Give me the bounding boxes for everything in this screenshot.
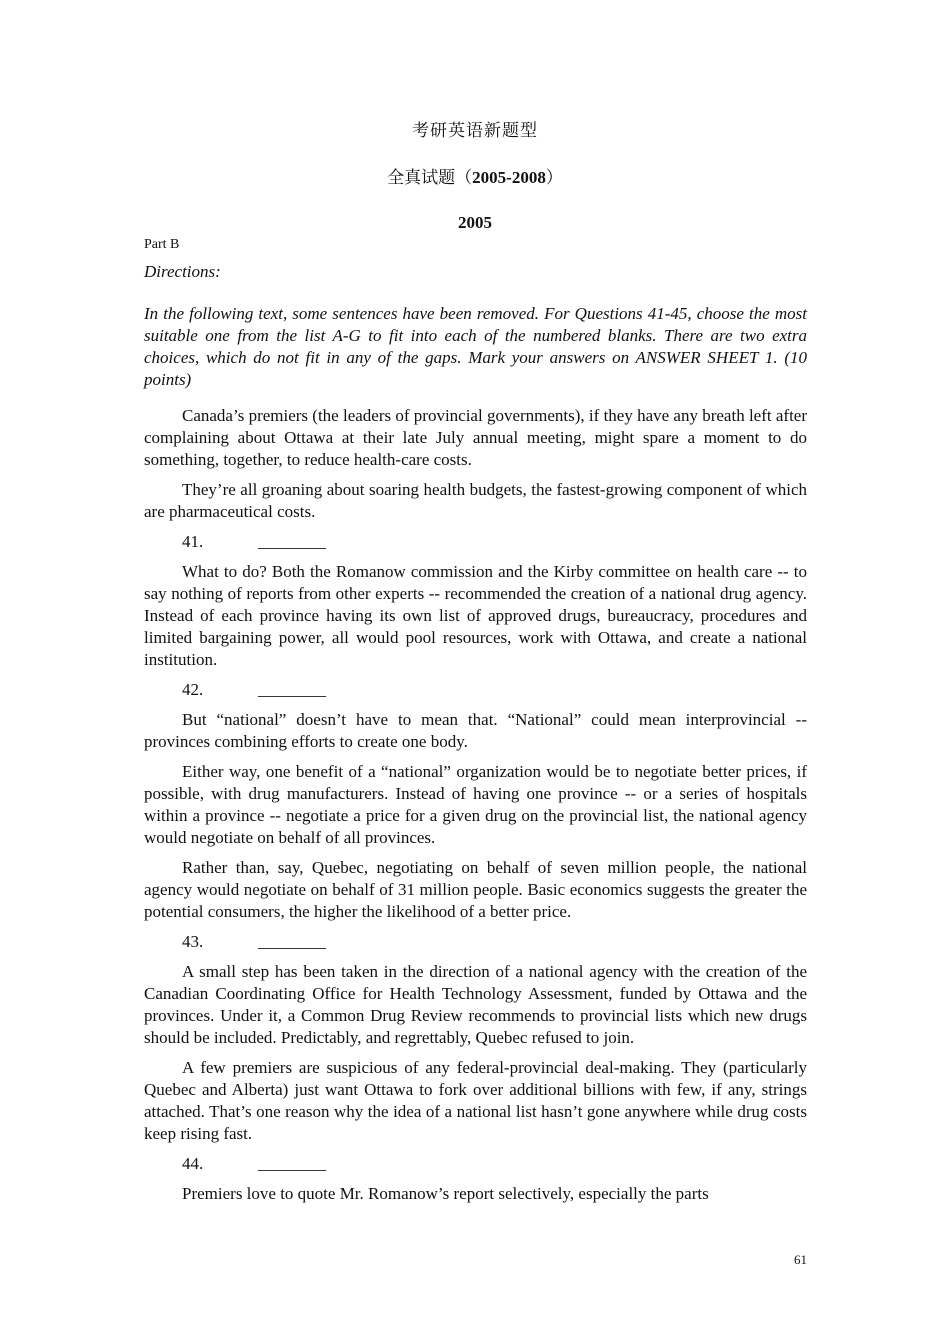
paragraph: Canada’s premiers (the leaders of provincial governments), if they have any breath left after complaining about Ottawa at their late July annual meeting, might spare a moment to do something, together, to reduce health-care costs. bbox=[144, 406, 807, 469]
part-label: Part B bbox=[144, 237, 180, 252]
blank-line: ________ bbox=[258, 932, 326, 951]
paragraph: What to do? Both the Romanow commission and the Kirby committee on health care -- to say nothing of reports from other experts -- recommended the creation of a national drug agency. Instead of each province having its own list of approved drugs, bureaucracy, procedures and limited bargaining power, all would pool resources, work with Ottawa, and create a national institution. bbox=[144, 562, 807, 669]
paragraph: Premiers love to quote Mr. Romanow’s report selectively, especially the parts bbox=[182, 1184, 709, 1203]
blank-number: 43. bbox=[182, 932, 204, 951]
blank-number: 41. bbox=[182, 532, 204, 551]
blank-number: 44. bbox=[182, 1154, 204, 1173]
blank-line: ________ bbox=[258, 1154, 326, 1173]
paragraph: Either way, one benefit of a “national” organization would be to negotiate better prices, if possible, with drug manufacturers. Instead of having one province -- or a series of hospitals within a province -- negotiate a price for a given drug on the provincial list, the national agency would negotiate on behalf of all provinces. bbox=[144, 762, 807, 847]
directions-text: In the following text, some sentences have been removed. For Questions 41-45, choose the most suitable one from the list A-G to fit into each of the numbered blanks. There are two extra choices, which do not fit in any of the gaps. Mark your answers on ANSWER SHEET 1. (10 points) bbox=[144, 304, 807, 389]
directions-label: Directions: bbox=[144, 262, 221, 281]
blank-number: 42. bbox=[182, 680, 204, 699]
paragraph: Rather than, say, Quebec, negotiating on behalf of seven million people, the national agency would negotiate on behalf of 31 million people. Basic economics suggests the greater the potential consumers, the higher the likelihood of a better price. bbox=[144, 858, 807, 921]
document-title: 考研英语新题型 bbox=[412, 121, 538, 140]
blank-line: ________ bbox=[258, 532, 326, 551]
subtitle-years: 2005-2008 bbox=[472, 168, 546, 187]
blank-42 bbox=[144, 679, 807, 701]
paragraph: They’re all groaning about soaring health budgets, the fastest-growing component of which are pharmaceutical costs. bbox=[144, 480, 807, 521]
exam-year-heading: 2005 bbox=[458, 213, 492, 232]
paragraph: A small step has been taken in the direction of a national agency with the creation of the Canadian Coordinating Office for Health Technology Assessment, funded by Ottawa and the provinces. Under it, a Common Drug Review recommends to provincial lists which new drugs should be included. Predictably, and regrettably, Quebec refused to join. bbox=[144, 962, 807, 1047]
paragraph: A few premiers are suspicious of any federal-provincial deal-making. They (particularly Quebec and Alberta) just want Ottawa to fork over additional billions with few, if any, strings attached. That’s one reason why the idea of a national list hasn’t gone anywhere while drug costs keep rising fast. bbox=[144, 1058, 807, 1143]
blank-43 bbox=[144, 931, 807, 953]
paragraph: But “national” doesn’t have to mean that. “National” could mean interprovincial -- provinces combining efforts to create one body. bbox=[144, 710, 807, 751]
passage-body bbox=[144, 405, 807, 1213]
blank-line: ________ bbox=[258, 680, 326, 699]
subtitle-suffix: ） bbox=[545, 168, 563, 187]
document-subtitle bbox=[0, 163, 950, 188]
page-number: 61 bbox=[794, 1252, 807, 1267]
blank-44 bbox=[144, 1153, 807, 1175]
subtitle-prefix: 全真试题（ bbox=[387, 168, 473, 187]
blank-41 bbox=[144, 531, 807, 553]
